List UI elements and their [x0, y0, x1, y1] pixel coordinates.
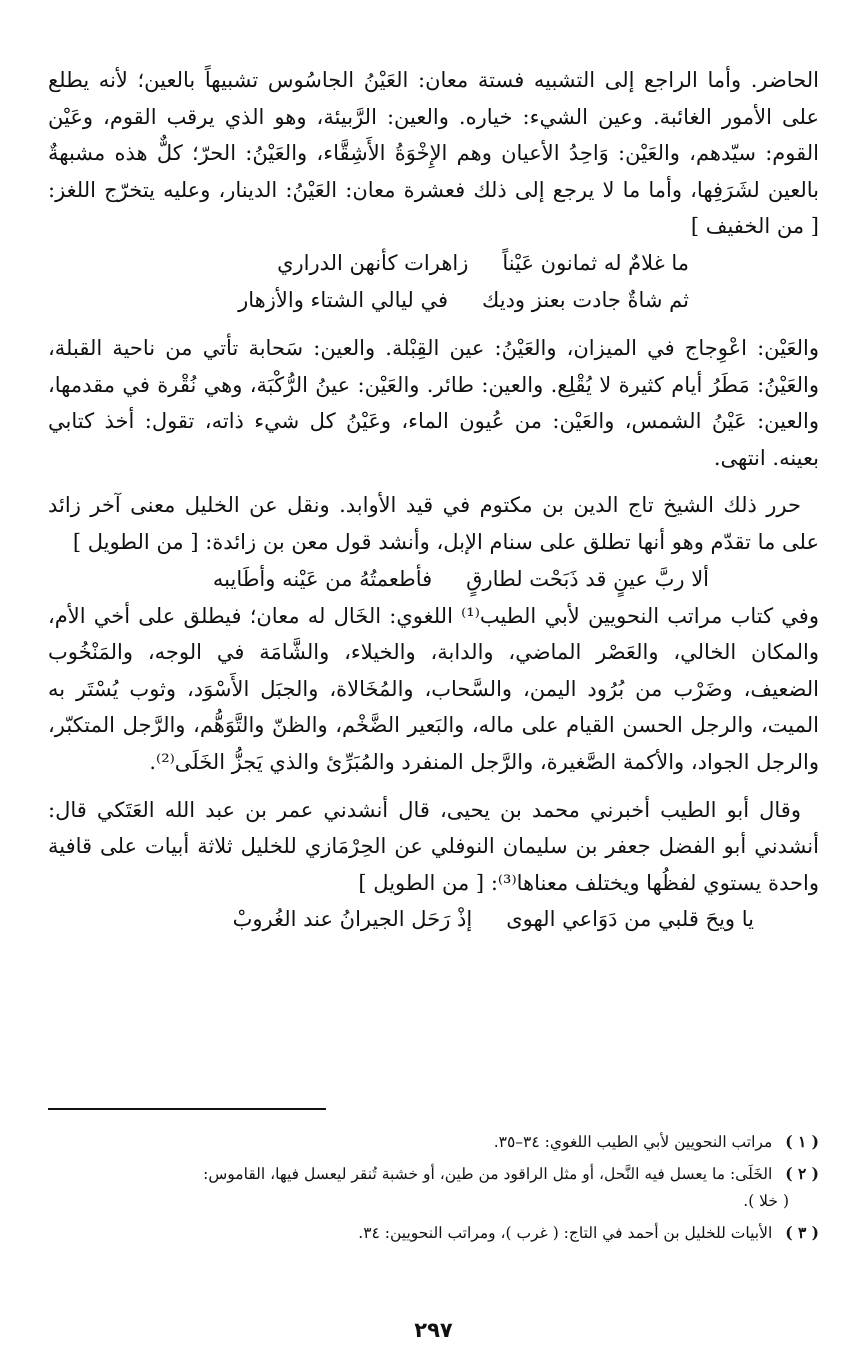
verse-4-second-hemistich: إذْ رَحَل الجيرانُ عند الغُروبْ: [232, 907, 473, 932]
verse-line-2: [48, 282, 819, 319]
verse-2-second-hemistich: في ليالي الشتاء والأزهار: [238, 287, 449, 312]
verse-4-first-hemistich: يا ويحَ قلبي من دَوَاعي الهوى: [506, 907, 754, 932]
footnote-separator: [48, 1108, 326, 1110]
verse-line-3: [48, 561, 819, 598]
verse-line-1: [48, 245, 819, 282]
verse-1-second-hemistich: زاهرات كأنهن الدراري: [277, 250, 469, 275]
meter-label-2: [ من الطويل ]: [72, 529, 199, 554]
poem-block-2: [48, 561, 819, 598]
verse-line-4: [48, 901, 819, 938]
page-number: ٢٩٧: [414, 1318, 453, 1342]
verse-1-first-hemistich: ما غلامٌ له ثمانون عَيْناً: [502, 250, 689, 275]
paragraph-5-text: وقال أبو الطيب أخبرني محمد بن يحيى، قال أنشدني عمر بن عبد الله العَتَكي قال: أنشدني أبو الفضل جعفر بن سليمان النوفلي عن الحِرْمَازي للخليل ثلاثة أبيات على قافية واحدة يستوي لفظُها ويختلف معناها⁽³⁾:: [48, 797, 819, 895]
footnotes: [48, 1128, 819, 1251]
paragraph-5: [48, 792, 819, 902]
footnote-2-text: الخَلَى: ما يعسل فيه النَّحل، أو مثل الراقود من طين، أو خشبة تُنقر ليعسل فيها، القاموس:: [203, 1165, 773, 1183]
verse-3-second-hemistich: فأطعمتُهُ من عَيْنه وأطَايبه: [212, 566, 433, 591]
footnote-1-text: مراتب النحويين لأبي الطيب اللغوي: ٣٤–٣٥.: [493, 1133, 773, 1151]
poem-block-3: [48, 901, 819, 938]
paragraph-1-text: الحاضر. وأما الراجع إلى التشبيه فستة معان: العَيْنُ الجاسُوس تشبيهاً بالعين؛ لأنه يطلع على الأمور الغائبة. وعين الشيء: خياره. والعين: الرَّبيئة، وهو الذي يرقب القوم، وعَيْن القوم: سيّدهم، والعَيْن: وَاحِدُ الأعيان وهم الإِخْوَةُ الأَشِقَّاء، والعَيْنُ: الحرّ؛ كلٌّ هذه مشبهةٌ بالعين لشَرَفِها، وأما ما لا يرجع إلى ذلك فعشرة معان: العَيْنُ: الدينار، وعليه يتخرّج اللغز:: [48, 68, 819, 202]
footnote-3: [48, 1219, 819, 1247]
footnote-2: [48, 1160, 819, 1215]
verse-2-first-hemistich: ثم شاةٌ جادت بعنز وديك: [482, 287, 689, 312]
footnote-3-text: الأبيات للخليل بن أحمد في التاج: ( غرب )، ومراتب النحويين: ٣٤.: [358, 1224, 773, 1242]
paragraph-4: وفي كتاب مراتب النحويين لأبي الطيب⁽¹⁾ اللغوي: الخَال له معان؛ فيطلق على أخي الأم، والمكان الخالي، والعَصْر الماضي، والدابة، والخيلاء، والشَّامَة في الوجه، والمَنْخُوب الضعيف، وضَرْب من بُرُود اليمن، والسَّحاب، والمُخَالاة، والجبَل الأَسْوَد، وثوب يُسْتَر به الميت، والرجل الحسن القيام على ماله، والبَعير الضَّخْم، والظنّ والتَّوَهُّم، والرَّجل المتكبّر، والرجل الجواد، والأكمة الصَّغيرة، والرَّجل المنفرد والمُبَرِّئ والذي يَجزُّ الخَلَى⁽²⁾.: [48, 603, 819, 774]
meter-label-1: [ من الخفيف ]: [690, 214, 819, 239]
footnote-2-number: ( ٢ ): [785, 1164, 819, 1183]
verse-3-first-hemistich: ألا ربَّ عينٍ قد ذَبَحْت لطارقٍ: [466, 566, 709, 591]
footnote-2-continuation: ( خلا ).: [743, 1192, 789, 1210]
footnote-1: [48, 1128, 819, 1156]
paragraph-3: [48, 487, 819, 560]
meter-label-3: [ من الطويل ]: [358, 870, 485, 895]
footnote-1-number: ( ١ ): [785, 1132, 819, 1151]
paragraph-3-text: حرر ذلك الشيخ تاج الدين بن مكتوم في قيد الأوابد. ونقل عن الخليل معنى آخر زائد على ما تقدّم وهو أنها تطلق على سنام الإبل، وأنشد قول معن بن زائدة:: [48, 493, 819, 554]
footnote-3-number: ( ٣ ): [785, 1223, 819, 1242]
paragraph-1: [48, 62, 819, 245]
poem-block-1: [48, 245, 819, 319]
paragraph-2: والعَيْن: اعْوِجاج في الميزان، والعَيْنُ: عين القِبْلة. والعين: سَحابة تأتي من ناحية القبلة، والعَيْنُ: مَطَرُ أيام كثيرة لا يُقْلِع. والعين: طائر. والعَيْن: عينُ الرُّكْبَة، وهي نُقْرة في مقدمها، والعين: عَيْنُ الشمس، والعَيْن: من عُيون الماء، وعَيْنُ كل شيء ذاته، تقول: أخذ كتابي بعينه. انتهى.: [48, 335, 819, 470]
